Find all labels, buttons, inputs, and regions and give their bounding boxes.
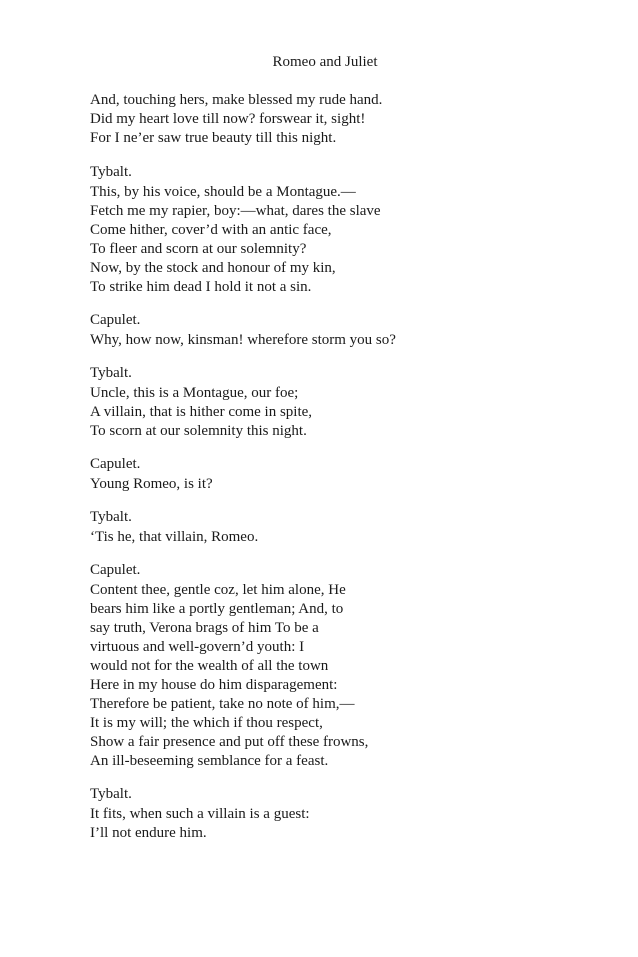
speech-capulet	[90, 311, 610, 350]
verse-line: virtuous and well-govern’d youth: I	[90, 639, 305, 655]
verse-line: An ill-beseeming semblance for a feast.	[90, 753, 329, 769]
verse-line: bears him like a portly gentleman; And, to	[90, 601, 344, 617]
verse-line: ‘Tis he, that villain, Romeo.	[90, 529, 259, 545]
speech-tybalt	[90, 364, 610, 441]
speech-tybalt	[90, 508, 610, 547]
speaker-name: Tybalt.	[90, 365, 132, 381]
verse-line: Therefore be patient, take no note of him,—	[90, 696, 355, 712]
speech-tybalt	[90, 163, 610, 297]
running-title-text: Romeo and Juliet	[272, 54, 378, 70]
verse-line: It fits, when such a villain is a guest:	[90, 806, 310, 822]
verse-line: To fleer and scorn at our solemnity?	[90, 241, 307, 257]
speaker-name: Capulet.	[90, 562, 141, 578]
verse-line: I’ll not endure him.	[90, 825, 207, 841]
verse-line: would not for the wealth of all the town	[90, 658, 329, 674]
verse-line: Come hither, cover’d with an antic face,	[90, 222, 332, 238]
verse-line: A villain, that is hither come in spite,	[90, 404, 313, 420]
speech-capulet	[90, 561, 610, 771]
speaker-name: Tybalt.	[90, 164, 132, 180]
verse-line: Why, how now, kinsman! wherefore storm you so?	[90, 332, 396, 348]
speech-capulet	[90, 455, 610, 494]
verse-line: To scorn at our solemnity this night.	[90, 423, 307, 439]
verse-line: Uncle, this is a Montague, our foe;	[90, 385, 299, 401]
speaker-name: Capulet.	[90, 456, 141, 472]
verse-line: For I ne’er saw true beauty till this night.	[90, 130, 337, 146]
speaker-name: Capulet.	[90, 312, 141, 328]
verse-line: Did my heart love till now? forswear it, sight!	[90, 111, 366, 127]
verse-line: say truth, Verona brags of him To be a	[90, 620, 319, 636]
running-title	[0, 54, 638, 71]
verse-line: And, touching hers, make blessed my rude hand.	[90, 92, 383, 108]
verse-line: Here in my house do him disparagement:	[90, 677, 338, 693]
opening-speech	[90, 91, 610, 148]
verse-line: Young Romeo, is it?	[90, 476, 213, 492]
speaker-name: Tybalt.	[90, 786, 132, 802]
speaker-name: Tybalt.	[90, 509, 132, 525]
verse-line: Fetch me my rapier, boy:—what, dares the slave	[90, 203, 381, 219]
verse-line: Content thee, gentle coz, let him alone, He	[90, 582, 346, 598]
verse-line: To strike him dead I hold it not a sin.	[90, 279, 312, 295]
verse-line: This, by his voice, should be a Montague.—	[90, 184, 356, 200]
speech-tybalt	[90, 785, 610, 843]
verse-line: Show a fair presence and put off these frowns,	[90, 734, 369, 750]
verse-line: Now, by the stock and honour of my kin,	[90, 260, 336, 276]
play-text	[90, 91, 610, 857]
verse-line: It is my will; the which if thou respect,	[90, 715, 323, 731]
